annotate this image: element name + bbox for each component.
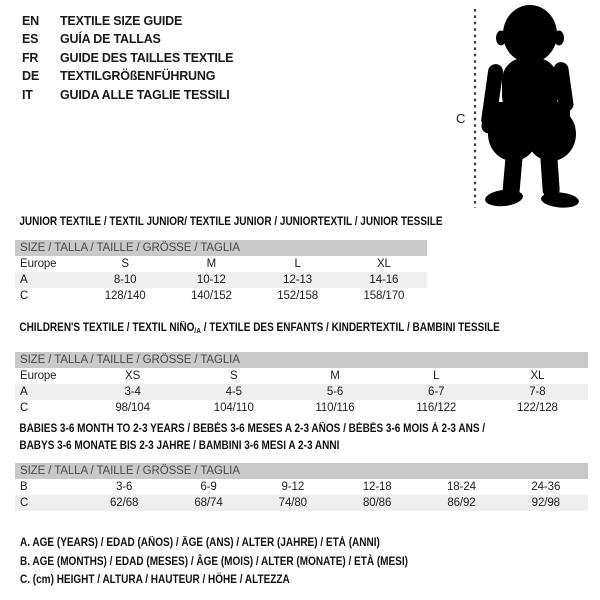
table-row (15, 368, 588, 384)
row-label: Europe (20, 370, 57, 382)
footnote-c: C. (cm) HEIGHT / ALTURA / HAUTEUR / HÖHE / ALTEZZA (20, 574, 290, 586)
title-segment: JUNIOR TEXTILE / TEXTIL JUNIOR/ TEXTILE JUNIOR / JUNIORTEXTIL / JUNIOR TESSILE (19, 216, 443, 228)
value-cell: 104/110 (213, 402, 254, 414)
value-cell: L (433, 370, 440, 382)
table-row (15, 288, 427, 304)
size-header-bar: SIZE / TALLA / TAILLE / GRÖSSE / TAGLIA (15, 463, 588, 479)
value-cell: 98/104 (115, 402, 150, 414)
lang-row-it (22, 86, 233, 104)
table-row (15, 479, 588, 495)
footnote-b: B. AGE (MONTHS) / EDAD (MESES) / ÂGE (MOIS) / ALTER (MONATE) / ETÀ (MESI) (20, 555, 408, 568)
table-row (15, 384, 588, 400)
value-cell: 12-18 (362, 481, 392, 493)
value-cell: 6-9 (200, 481, 217, 493)
title-segment: BABIES 3-6 MONTH TO 2-3 YEARS / BEBÉS 3-6 MESES A 2-3 AÑOS / BÉBÉS 3-6 MOIS À 2-3 ANS / (19, 423, 486, 435)
value-cell: 6-7 (428, 386, 445, 398)
table-title (15, 320, 514, 339)
value-cell: 68/74 (194, 497, 223, 509)
height-measure-figure (452, 2, 592, 210)
title-segment: BABYS 3-6 MONATE BIS 2-3 JAHRE / BAMBINI 3-6 MESI A 2-3 ANNI (19, 440, 340, 452)
value-cell: 86/92 (447, 497, 476, 509)
value-cell: 12-13 (283, 274, 313, 286)
value-cell: 80/86 (363, 497, 392, 509)
size-header-bar: SIZE / TALLA / TAILLE / GRÖSSE / TAGLIA (15, 352, 588, 368)
value-cell: 14-16 (369, 274, 399, 286)
row-label: C (20, 497, 29, 509)
value-cell: L (294, 258, 301, 270)
lang-code: IT (22, 87, 33, 102)
table-rows (15, 368, 588, 416)
value-cell: XL (376, 258, 391, 270)
row-label: B (20, 481, 28, 493)
table-row (15, 400, 588, 416)
lang-label: TEXTILE SIZE GUIDE (60, 14, 183, 28)
table-title-line (19, 438, 513, 455)
value-cell: S (230, 370, 238, 382)
table-title-line (19, 320, 513, 339)
value-cell: 116/122 (416, 402, 457, 414)
value-cell: 4-5 (225, 386, 242, 398)
table-title-line (19, 214, 443, 231)
junior-textile-table (15, 214, 443, 304)
size-header-bar: SIZE / TALLA / TAILLE / GRÖSSE / TAGLIA (15, 240, 427, 256)
table-row (15, 495, 588, 511)
value-cell: 128/140 (104, 290, 146, 302)
value-cell: 92/98 (531, 497, 560, 509)
value-cell: M (206, 258, 217, 270)
value-cell: 110/116 (315, 402, 355, 414)
table-title-line (19, 421, 513, 438)
value-cell: 18-24 (447, 481, 476, 493)
table-rows (15, 479, 588, 511)
lang-code: ES (22, 32, 39, 47)
babies-textile-table (15, 421, 588, 511)
value-cell: 158/170 (363, 290, 405, 302)
lang-label: TEXTILGRÖßENFÜHRUNG (60, 69, 216, 84)
row-label: Europe (20, 258, 57, 270)
value-cell: S (121, 258, 129, 270)
row-label: C (20, 402, 29, 414)
lang-label: GUIDA ALLE TAGLIE TESSILI (60, 87, 230, 102)
title-segment: CHILDREN'S TEXTILE / TEXTIL NIÑO (19, 322, 195, 334)
language-header (22, 12, 233, 104)
value-cell: 8-10 (113, 274, 137, 286)
legend-footnotes (20, 534, 408, 590)
value-cell: 7-8 (529, 386, 546, 398)
value-cell: 24-36 (531, 481, 561, 493)
lang-code: DE (22, 69, 39, 84)
baby-silhouette-icon (480, 5, 579, 209)
table-title (15, 421, 514, 455)
table-row (15, 272, 427, 288)
value-cell: 152/158 (277, 290, 319, 302)
row-label: C (20, 290, 29, 302)
value-cell: 140/152 (190, 290, 232, 302)
lang-label: GUÍA DE TALLAS (60, 32, 161, 47)
value-cell: 5-6 (326, 386, 344, 398)
value-cell: 122/128 (516, 402, 558, 414)
value-cell: 9-12 (281, 481, 305, 493)
title-segment: / TEXTILE DES ENFANTS / KINDERTEXTIL / BAMBINI TESSILE (200, 322, 500, 334)
lang-label: GUIDE DES TAILLES TEXTILE (60, 50, 234, 65)
table-rows (15, 256, 427, 304)
value-cell: XS (125, 370, 141, 382)
table-title (15, 214, 443, 231)
footnote-a: A. AGE (YEARS) / EDAD (AÑOS) / ÂGE (ANS) / ALTER (JAHRE) / ETÀ (ANNI) (20, 537, 380, 549)
value-cell: M (330, 370, 340, 382)
title-segment: /A (194, 326, 201, 335)
value-cell: 3-4 (124, 386, 141, 398)
lang-row-en (22, 12, 233, 30)
height-label: C (456, 111, 466, 126)
value-cell: 62/68 (110, 497, 139, 509)
row-label: A (20, 274, 28, 286)
row-label: A (20, 386, 28, 398)
value-cell: 3-6 (116, 481, 133, 493)
lang-code: FR (22, 50, 39, 65)
value-cell: 10-12 (196, 274, 226, 286)
value-cell: 74/80 (278, 497, 307, 509)
table-row (15, 256, 427, 272)
childrens-textile-table (15, 320, 588, 416)
value-cell: XL (530, 370, 545, 382)
lang-code: EN (22, 14, 39, 28)
lang-row-de (22, 67, 233, 85)
lang-row-fr (22, 49, 233, 67)
lang-row-es (22, 30, 233, 48)
